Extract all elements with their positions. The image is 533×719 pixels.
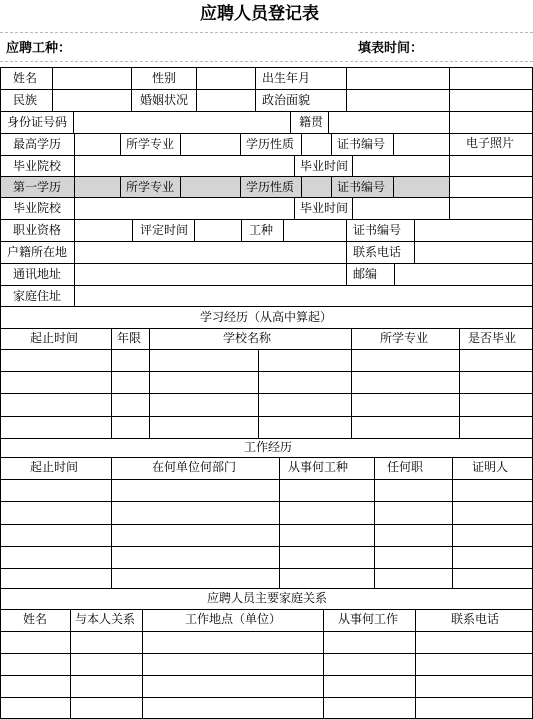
family-cell[interactable] [1,632,69,652]
label-major: 所学专业 [126,137,175,151]
work-cell[interactable] [280,569,373,587]
label-gender: 性别 [152,71,177,85]
study-cell[interactable] [460,329,531,348]
grid-line [290,111,291,134]
study-cell[interactable] [112,350,148,370]
family-col-header: 联系电话 [451,612,500,626]
date-label: 填表时间： [358,41,424,56]
school-field[interactable] [75,156,293,175]
family-cell[interactable] [71,610,141,630]
family-cell[interactable] [416,654,531,674]
label-first-cert-no: 证书编号 [337,180,386,194]
label-native-place: 籍贯 [299,115,324,129]
study-cell[interactable] [1,329,110,348]
label-postcode: 邮编 [353,267,378,281]
family-cell[interactable] [143,610,322,630]
name-field[interactable] [53,68,130,88]
study-cell[interactable] [352,372,458,392]
study-cell[interactable] [150,329,350,348]
study-cell[interactable] [150,394,350,415]
family-cell[interactable] [143,676,322,696]
family-cell[interactable] [1,698,69,717]
form-title: 应聘人员登记表 [200,4,319,24]
work-col-header: 起止时间 [30,460,79,474]
postcode-field[interactable] [395,264,531,284]
label-birth: 出生年月 [262,71,311,85]
label-cert-no: 证书编号 [337,137,386,151]
study-cell[interactable] [150,372,350,392]
study-cell[interactable] [352,350,458,370]
label-address: 通讯地址 [13,267,62,281]
grid-line [241,219,242,242]
photo-upload[interactable] [450,68,531,218]
label-eval-time: 评定时间 [140,223,189,237]
grid-line [294,197,295,220]
work-cell[interactable] [1,502,110,523]
position-label: 应聘工种： [6,41,72,56]
first-grad-time-field[interactable] [353,198,448,218]
work-cell[interactable] [453,547,531,567]
study-cell[interactable] [1,394,110,415]
family-cell[interactable] [143,654,322,674]
label-edu-nature: 学历性质 [246,137,295,151]
page-break-line [0,61,533,62]
label-first-edu: 第一学历 [13,180,62,194]
edu-nature-field[interactable] [302,134,330,154]
study-cell[interactable] [150,350,350,370]
work-cell[interactable] [280,547,373,567]
study-col-header: 起止时间 [30,331,79,345]
first-major-field[interactable] [181,177,239,196]
grid-line [0,438,533,439]
study-cell[interactable] [460,394,531,415]
work-col-header: 从事何工种 [288,460,349,474]
study-cell[interactable] [112,417,148,437]
work-section-title: 工作经历 [244,440,293,454]
work-cell[interactable] [453,502,531,523]
qualification-field[interactable] [75,220,131,240]
work-col-header: 任何职 [387,460,424,474]
grid-line [331,176,332,198]
grad-time-field[interactable] [353,156,448,175]
label-work-type: 工种 [249,223,274,237]
work-cell[interactable] [1,458,110,478]
qual-cert-no-field[interactable] [415,220,531,240]
work-cell[interactable] [280,480,373,500]
work-cell[interactable] [280,502,373,523]
work-type-field[interactable] [284,220,345,240]
work-cell[interactable] [375,502,451,523]
family-cell[interactable] [324,698,414,717]
home-address-field[interactable] [75,286,531,305]
first-edu-field[interactable] [75,177,119,196]
label-first-school: 毕业院校 [13,201,62,215]
family-col-header: 从事何工作 [338,612,399,626]
work-cell[interactable] [112,569,278,587]
political-field[interactable] [347,90,448,110]
ethnicity-field[interactable] [53,90,130,110]
grid-line [120,176,121,198]
first-cert-no-field[interactable] [394,177,448,196]
work-cell[interactable] [280,525,373,545]
study-cell[interactable] [460,372,531,392]
work-cell[interactable] [112,525,278,545]
study-cell[interactable] [460,417,531,437]
label-school: 毕业院校 [13,159,62,173]
family-cell[interactable] [143,632,322,652]
work-cell[interactable] [375,458,451,478]
grid-line [255,67,256,112]
address-field[interactable] [75,264,345,284]
phone-field[interactable] [415,242,531,262]
work-cell[interactable] [453,458,531,478]
label-first-major: 所学专业 [126,180,175,194]
work-cell[interactable] [1,547,110,567]
family-cell[interactable] [416,610,531,630]
family-col-header: 工作地点（单位） [185,612,282,626]
grid-line [346,263,347,286]
work-cell[interactable] [1,525,110,545]
work-cell[interactable] [112,547,278,567]
id-number-field[interactable] [74,112,289,132]
label-qualification: 职业资格 [13,223,62,237]
label-highest-edu: 最高学历 [13,137,62,151]
study-col-header: 是否毕业 [468,331,517,345]
grid-line [120,133,121,156]
native-place-field[interactable] [329,112,448,132]
eval-time-field[interactable] [195,220,240,240]
work-cell[interactable] [375,547,451,567]
work-cell[interactable] [280,458,373,478]
family-cell[interactable] [416,676,531,696]
work-cell[interactable] [453,569,531,587]
study-cell[interactable] [1,417,110,437]
family-cell[interactable] [1,654,69,674]
label-political: 政治面貌 [262,93,311,107]
study-cell[interactable] [460,350,531,370]
study-cell[interactable] [150,417,350,437]
family-cell[interactable] [1,676,69,696]
work-col-header: 在何单位何部门 [152,460,237,474]
family-cell[interactable] [416,632,531,652]
work-cell[interactable] [375,569,451,587]
family-col-header: 姓名 [23,612,48,626]
study-cell[interactable] [1,350,110,370]
family-cell[interactable] [324,610,414,630]
cert-no-field[interactable] [394,134,448,154]
grid-line [240,133,241,156]
family-section-title: 应聘人员主要家庭关系 [207,591,328,605]
work-cell[interactable] [453,525,531,545]
study-cell[interactable] [1,372,110,392]
family-cell[interactable] [324,654,414,674]
grid-line [0,306,533,307]
work-cell[interactable] [453,480,531,500]
study-col-header: 学校名称 [223,331,272,345]
study-cell[interactable] [352,329,458,348]
label-grad-time: 毕业时间 [300,159,349,173]
study-cell[interactable] [112,394,148,415]
page-break-line [0,32,533,33]
grid-line [346,219,347,242]
first-school-field[interactable] [75,198,293,218]
label-name: 姓名 [13,71,38,85]
family-cell[interactable] [324,676,414,696]
first-edu-nature-field[interactable] [302,177,330,196]
family-cell[interactable] [71,654,141,674]
marital-field[interactable] [197,90,254,110]
study-cell[interactable] [112,329,148,348]
birth-field[interactable] [347,68,448,88]
study-cell[interactable] [352,417,458,437]
work-cell[interactable] [375,525,451,545]
study-cell[interactable] [352,394,458,415]
label-first-edu-nature: 学历性质 [246,180,295,194]
family-cell[interactable] [416,698,531,717]
family-col-header: 与本人关系 [75,612,136,626]
work-cell[interactable] [1,569,110,587]
study-col-header: 年限 [117,331,142,345]
major-field[interactable] [181,134,239,154]
label-photo: 电子照片 [466,136,515,150]
work-col-header: 证明人 [472,460,509,474]
work-cell[interactable] [1,480,110,500]
label-phone: 联系电话 [353,245,402,259]
grid-line [132,219,133,242]
grid-line [331,133,332,156]
grid-line [294,155,295,177]
study-section-title: 学习经历（从高中算起） [200,310,333,324]
work-cell[interactable] [112,502,278,523]
gender-field[interactable] [197,68,254,88]
label-hukou: 户籍所在地 [7,245,68,259]
grid-line [346,241,347,264]
label-marital: 婚姻状况 [140,93,189,107]
study-col-header: 所学专业 [380,331,429,345]
grid-line [0,67,1,307]
label-ethnicity: 民族 [13,93,38,107]
family-cell[interactable] [324,632,414,652]
work-cell[interactable] [375,480,451,500]
label-home-address: 家庭住址 [13,289,62,303]
grid-line [0,588,533,589]
study-cell[interactable] [112,372,148,392]
label-id-number: 身份证号码 [7,115,68,129]
highest-edu-field[interactable] [75,134,119,154]
grid-line [240,176,241,198]
family-cell[interactable] [71,632,141,652]
work-cell[interactable] [112,480,278,500]
hukou-field[interactable] [75,242,345,262]
family-cell[interactable] [143,698,322,717]
family-cell[interactable] [71,676,141,696]
label-first-grad-time: 毕业时间 [300,201,349,215]
family-cell[interactable] [1,610,69,630]
work-cell[interactable] [112,458,278,478]
family-cell[interactable] [71,698,141,717]
grid-line [131,67,132,112]
label-qual-cert-no: 证书编号 [353,223,402,237]
